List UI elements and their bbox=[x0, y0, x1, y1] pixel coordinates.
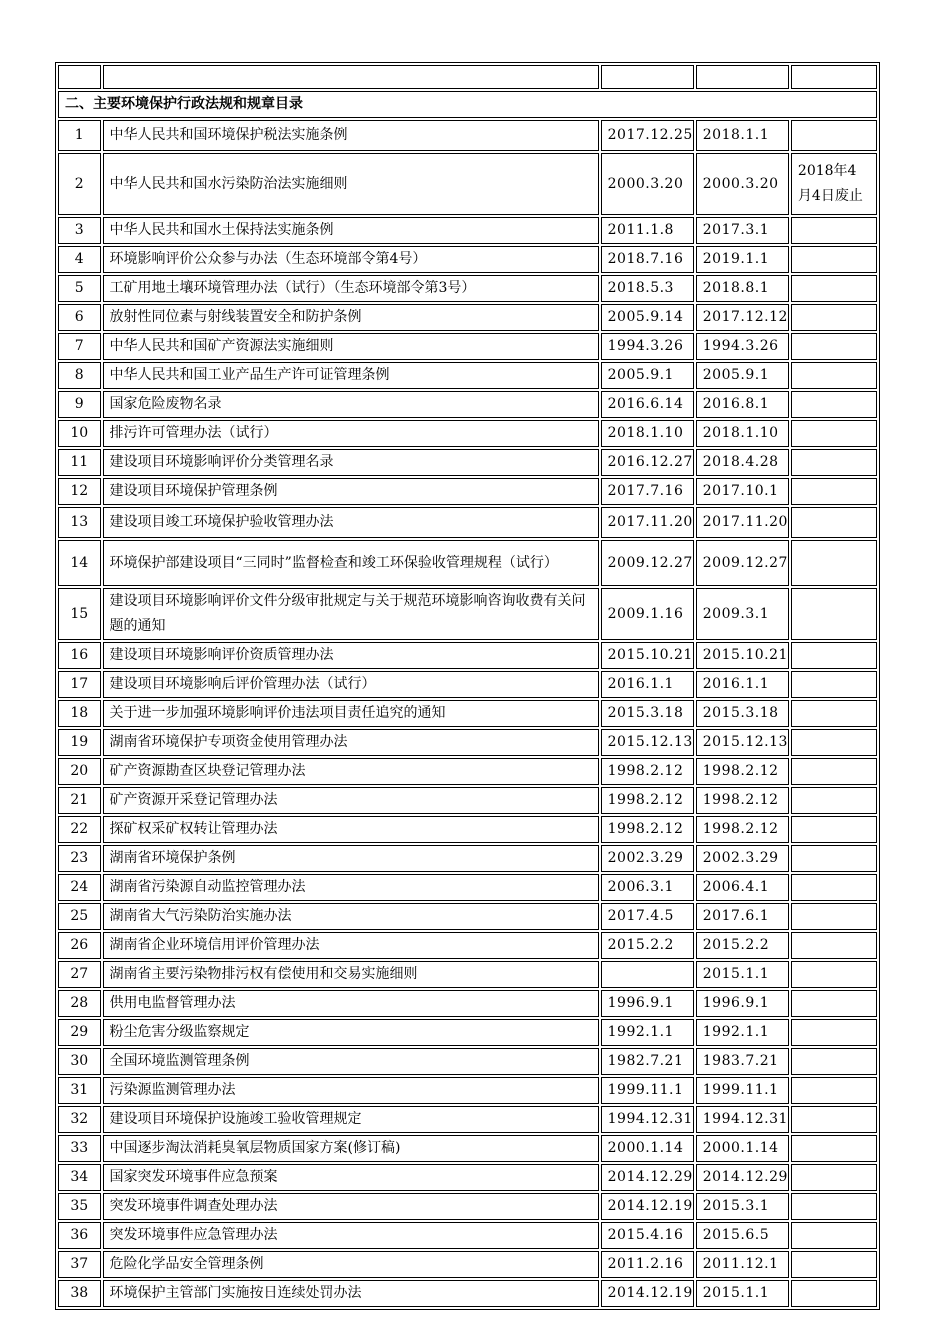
regulation-name: 湖南省主要污染物排污权有偿使用和交易实施细则 bbox=[103, 961, 599, 988]
table-row bbox=[58, 816, 877, 843]
row-number: 34 bbox=[58, 1164, 101, 1191]
row-number: 28 bbox=[58, 990, 101, 1017]
table-row bbox=[58, 275, 877, 302]
issue-date: 1998.2.12 bbox=[601, 758, 694, 785]
issue-date: 2018.7.16 bbox=[601, 246, 694, 273]
regulation-name: 建设项目环境影响后评价管理办法（试行） bbox=[103, 671, 599, 698]
table-row bbox=[58, 1077, 877, 1104]
effective-date: 2015.1.1 bbox=[696, 961, 789, 988]
issue-date: 1982.7.21 bbox=[601, 1048, 694, 1075]
row-number: 33 bbox=[58, 1135, 101, 1162]
row-number: 10 bbox=[58, 420, 101, 447]
row-number: 4 bbox=[58, 246, 101, 273]
remark bbox=[791, 1193, 877, 1220]
table-row bbox=[58, 1222, 877, 1249]
table-row bbox=[58, 153, 877, 215]
effective-date: 1992.1.1 bbox=[696, 1019, 789, 1046]
table-row bbox=[58, 1280, 877, 1307]
issue-date: 2016.6.14 bbox=[601, 391, 694, 418]
issue-date: 2016.12.27 bbox=[601, 449, 694, 476]
remark bbox=[791, 304, 877, 331]
regulations-table bbox=[55, 62, 880, 1310]
table-row bbox=[58, 903, 877, 930]
remark bbox=[791, 507, 877, 538]
issue-date: 1994.12.31 bbox=[601, 1106, 694, 1133]
effective-date: 2015.10.21 bbox=[696, 642, 789, 669]
effective-date: 2015.3.1 bbox=[696, 1193, 789, 1220]
row-number: 9 bbox=[58, 391, 101, 418]
row-number: 24 bbox=[58, 874, 101, 901]
row-number: 32 bbox=[58, 1106, 101, 1133]
row-number: 16 bbox=[58, 642, 101, 669]
issue-date: 2000.1.14 bbox=[601, 1135, 694, 1162]
remark bbox=[791, 1135, 877, 1162]
effective-date: 2019.1.1 bbox=[696, 246, 789, 273]
regulation-name: 建设项目环境保护设施竣工验收管理规定 bbox=[103, 1106, 599, 1133]
row-number: 1 bbox=[58, 120, 101, 151]
issue-date: 2005.9.14 bbox=[601, 304, 694, 331]
remark bbox=[791, 845, 877, 872]
effective-date: 2017.10.1 bbox=[696, 478, 789, 505]
remark bbox=[791, 874, 877, 901]
remark bbox=[791, 1280, 877, 1307]
effective-date: 2017.12.12 bbox=[696, 304, 789, 331]
regulation-name: 环境保护部建设项目“三同时”监督检查和竣工环保验收管理规程（试行） bbox=[103, 540, 599, 586]
remark bbox=[791, 1077, 877, 1104]
row-number: 23 bbox=[58, 845, 101, 872]
effective-date: 1996.9.1 bbox=[696, 990, 789, 1017]
regulation-name: 中华人民共和国水土保持法实施条例 bbox=[103, 217, 599, 244]
row-number: 36 bbox=[58, 1222, 101, 1249]
regulation-name: 探矿权采矿权转让管理办法 bbox=[103, 816, 599, 843]
issue-date: 2015.2.2 bbox=[601, 932, 694, 959]
row-number: 14 bbox=[58, 540, 101, 586]
issue-date: 1998.2.12 bbox=[601, 787, 694, 814]
row-number: 3 bbox=[58, 217, 101, 244]
issue-date: 2002.3.29 bbox=[601, 845, 694, 872]
effective-date: 2016.8.1 bbox=[696, 391, 789, 418]
table-row bbox=[58, 333, 877, 360]
effective-date: 2015.12.13 bbox=[696, 729, 789, 756]
regulation-name: 建设项目环境影响评价文件分级审批规定与关于规范环境影响咨询收费有关问题的通知 bbox=[103, 588, 599, 640]
row-number: 11 bbox=[58, 449, 101, 476]
issue-date: 2009.1.16 bbox=[601, 588, 694, 640]
table-row bbox=[58, 671, 877, 698]
regulation-name: 工矿用地土壤环境管理办法（试行）（生态环境部令第3号） bbox=[103, 275, 599, 302]
remark bbox=[791, 1106, 877, 1133]
effective-date: 2014.12.29 bbox=[696, 1164, 789, 1191]
remark bbox=[791, 700, 877, 727]
issue-date: 2000.3.20 bbox=[601, 153, 694, 215]
remark bbox=[791, 420, 877, 447]
regulation-name: 湖南省污染源自动监控管理办法 bbox=[103, 874, 599, 901]
regulation-name: 全国环境监测管理条例 bbox=[103, 1048, 599, 1075]
regulation-name: 污染源监测管理办法 bbox=[103, 1077, 599, 1104]
row-number: 7 bbox=[58, 333, 101, 360]
row-number: 2 bbox=[58, 153, 101, 215]
remark: 2018年4月4日废止 bbox=[791, 153, 877, 215]
table-row bbox=[58, 362, 877, 389]
remark bbox=[791, 478, 877, 505]
table-row bbox=[58, 246, 877, 273]
regulation-name: 国家突发环境事件应急预案 bbox=[103, 1164, 599, 1191]
section-title: 二、主要环境保护行政法规和规章目录 bbox=[58, 91, 877, 118]
remark bbox=[791, 362, 877, 389]
effective-date: 1994.12.31 bbox=[696, 1106, 789, 1133]
table-row bbox=[58, 1019, 877, 1046]
row-number: 5 bbox=[58, 275, 101, 302]
regulation-name: 湖南省环境保护专项资金使用管理办法 bbox=[103, 729, 599, 756]
table-row bbox=[58, 1251, 877, 1278]
regulation-name: 突发环境事件调查处理办法 bbox=[103, 1193, 599, 1220]
regulation-name: 突发环境事件应急管理办法 bbox=[103, 1222, 599, 1249]
issue-date: 2014.12.29 bbox=[601, 1164, 694, 1191]
table-row bbox=[58, 304, 877, 331]
table-row bbox=[58, 932, 877, 959]
effective-date: 2005.9.1 bbox=[696, 362, 789, 389]
remark bbox=[791, 1048, 877, 1075]
regulation-name: 粉尘危害分级监察规定 bbox=[103, 1019, 599, 1046]
issue-date: 2015.4.16 bbox=[601, 1222, 694, 1249]
issue-date: 2018.1.10 bbox=[601, 420, 694, 447]
remark bbox=[791, 816, 877, 843]
issue-date: 2014.12.19 bbox=[601, 1280, 694, 1307]
regulation-name: 放射性同位素与射线装置安全和防护条例 bbox=[103, 304, 599, 331]
effective-date: 2017.3.1 bbox=[696, 217, 789, 244]
issue-date: 2016.1.1 bbox=[601, 671, 694, 698]
row-number: 20 bbox=[58, 758, 101, 785]
table-row bbox=[58, 420, 877, 447]
row-number: 21 bbox=[58, 787, 101, 814]
effective-date: 1999.11.1 bbox=[696, 1077, 789, 1104]
blank-cell bbox=[791, 65, 877, 89]
issue-date: 1996.9.1 bbox=[601, 990, 694, 1017]
table-row bbox=[58, 478, 877, 505]
section-header-row bbox=[58, 91, 877, 118]
blank-header-row bbox=[58, 65, 877, 89]
remark bbox=[791, 588, 877, 640]
effective-date: 2015.1.1 bbox=[696, 1280, 789, 1307]
effective-date: 2018.1.10 bbox=[696, 420, 789, 447]
row-number: 6 bbox=[58, 304, 101, 331]
table-row bbox=[58, 758, 877, 785]
row-number: 8 bbox=[58, 362, 101, 389]
table-row bbox=[58, 642, 877, 669]
blank-cell bbox=[58, 65, 101, 89]
remark bbox=[791, 990, 877, 1017]
remark bbox=[791, 120, 877, 151]
regulation-name: 中国逐步淘汰消耗臭氧层物质国家方案(修订稿) bbox=[103, 1135, 599, 1162]
effective-date: 1998.2.12 bbox=[696, 816, 789, 843]
regulation-name: 关于进一步加强环境影响评价违法项目责任追究的通知 bbox=[103, 700, 599, 727]
row-number: 19 bbox=[58, 729, 101, 756]
remark bbox=[791, 903, 877, 930]
table-row bbox=[58, 1164, 877, 1191]
remark bbox=[791, 275, 877, 302]
table-row bbox=[58, 391, 877, 418]
effective-date: 2018.1.1 bbox=[696, 120, 789, 151]
row-number: 15 bbox=[58, 588, 101, 640]
effective-date: 2000.3.20 bbox=[696, 153, 789, 215]
regulation-name: 建设项目环境影响评价资质管理办法 bbox=[103, 642, 599, 669]
issue-date: 2017.7.16 bbox=[601, 478, 694, 505]
issue-date: 2018.5.3 bbox=[601, 275, 694, 302]
remark bbox=[791, 1164, 877, 1191]
issue-date bbox=[601, 961, 694, 988]
remark bbox=[791, 391, 877, 418]
regulation-name: 排污许可管理办法（试行） bbox=[103, 420, 599, 447]
blank-cell bbox=[103, 65, 599, 89]
remark bbox=[791, 671, 877, 698]
table-row bbox=[58, 990, 877, 1017]
blank-cell bbox=[696, 65, 789, 89]
effective-date: 2011.12.1 bbox=[696, 1251, 789, 1278]
table-row bbox=[58, 961, 877, 988]
regulation-name: 湖南省大气污染防治实施办法 bbox=[103, 903, 599, 930]
table-row bbox=[58, 729, 877, 756]
table-row bbox=[58, 700, 877, 727]
table-row bbox=[58, 449, 877, 476]
regulation-name: 矿产资源开采登记管理办法 bbox=[103, 787, 599, 814]
effective-date: 2017.6.1 bbox=[696, 903, 789, 930]
issue-date: 1994.3.26 bbox=[601, 333, 694, 360]
effective-date: 2018.4.28 bbox=[696, 449, 789, 476]
row-number: 25 bbox=[58, 903, 101, 930]
effective-date: 1983.7.21 bbox=[696, 1048, 789, 1075]
row-number: 38 bbox=[58, 1280, 101, 1307]
row-number: 22 bbox=[58, 816, 101, 843]
table-row bbox=[58, 1048, 877, 1075]
issue-date: 1999.11.1 bbox=[601, 1077, 694, 1104]
effective-date: 1998.2.12 bbox=[696, 758, 789, 785]
row-number: 37 bbox=[58, 1251, 101, 1278]
regulation-name: 中华人民共和国环境保护税法实施条例 bbox=[103, 120, 599, 151]
table-row bbox=[58, 1193, 877, 1220]
regulation-name: 中华人民共和国水污染防治法实施细则 bbox=[103, 153, 599, 215]
table-row bbox=[58, 874, 877, 901]
regulation-name: 建设项目环境保护管理条例 bbox=[103, 478, 599, 505]
row-number: 29 bbox=[58, 1019, 101, 1046]
issue-date: 2014.12.19 bbox=[601, 1193, 694, 1220]
effective-date: 2017.11.20 bbox=[696, 507, 789, 538]
effective-date: 2018.8.1 bbox=[696, 275, 789, 302]
remark bbox=[791, 1251, 877, 1278]
table-row bbox=[58, 588, 877, 640]
regulation-name: 建设项目竣工环境保护验收管理办法 bbox=[103, 507, 599, 538]
row-number: 12 bbox=[58, 478, 101, 505]
effective-date: 2015.3.18 bbox=[696, 700, 789, 727]
remark bbox=[791, 758, 877, 785]
row-number: 18 bbox=[58, 700, 101, 727]
issue-date: 1992.1.1 bbox=[601, 1019, 694, 1046]
issue-date: 2011.2.16 bbox=[601, 1251, 694, 1278]
effective-date: 2002.3.29 bbox=[696, 845, 789, 872]
table-row bbox=[58, 120, 877, 151]
effective-date: 2016.1.1 bbox=[696, 671, 789, 698]
effective-date: 2006.4.1 bbox=[696, 874, 789, 901]
row-number: 17 bbox=[58, 671, 101, 698]
regulation-name: 中华人民共和国矿产资源法实施细则 bbox=[103, 333, 599, 360]
issue-date: 2015.12.13 bbox=[601, 729, 694, 756]
row-number: 26 bbox=[58, 932, 101, 959]
issue-date: 2017.11.20 bbox=[601, 507, 694, 538]
regulation-name: 中华人民共和国工业产品生产许可证管理条例 bbox=[103, 362, 599, 389]
effective-date: 1998.2.12 bbox=[696, 787, 789, 814]
remark bbox=[791, 217, 877, 244]
effective-date: 2009.12.27 bbox=[696, 540, 789, 586]
effective-date: 2000.1.14 bbox=[696, 1135, 789, 1162]
issue-date: 2006.3.1 bbox=[601, 874, 694, 901]
regulation-name: 环境影响评价公众参与办法（生态环境部令第4号） bbox=[103, 246, 599, 273]
table-row bbox=[58, 217, 877, 244]
issue-date: 2017.4.5 bbox=[601, 903, 694, 930]
remark bbox=[791, 1019, 877, 1046]
remark bbox=[791, 1222, 877, 1249]
effective-date: 2015.2.2 bbox=[696, 932, 789, 959]
row-number: 13 bbox=[58, 507, 101, 538]
row-number: 35 bbox=[58, 1193, 101, 1220]
table-row bbox=[58, 540, 877, 586]
table-row bbox=[58, 507, 877, 538]
regulation-name: 国家危险废物名录 bbox=[103, 391, 599, 418]
regulation-name: 矿产资源勘查区块登记管理办法 bbox=[103, 758, 599, 785]
remark bbox=[791, 729, 877, 756]
row-number: 27 bbox=[58, 961, 101, 988]
regulation-name: 危险化学品安全管理条例 bbox=[103, 1251, 599, 1278]
regulation-name: 供用电监督管理办法 bbox=[103, 990, 599, 1017]
remark bbox=[791, 246, 877, 273]
issue-date: 2009.12.27 bbox=[601, 540, 694, 586]
effective-date: 2009.3.1 bbox=[696, 588, 789, 640]
regulation-name: 湖南省企业环境信用评价管理办法 bbox=[103, 932, 599, 959]
remark bbox=[791, 333, 877, 360]
issue-date: 2015.3.18 bbox=[601, 700, 694, 727]
blank-cell bbox=[601, 65, 694, 89]
effective-date: 1994.3.26 bbox=[696, 333, 789, 360]
remark bbox=[791, 449, 877, 476]
regulation-name: 湖南省环境保护条例 bbox=[103, 845, 599, 872]
effective-date: 2015.6.5 bbox=[696, 1222, 789, 1249]
remark bbox=[791, 961, 877, 988]
issue-date: 2011.1.8 bbox=[601, 217, 694, 244]
remark bbox=[791, 540, 877, 586]
table-row bbox=[58, 1135, 877, 1162]
regulation-name: 环境保护主管部门实施按日连续处罚办法 bbox=[103, 1280, 599, 1307]
table-row bbox=[58, 845, 877, 872]
issue-date: 2015.10.21 bbox=[601, 642, 694, 669]
remark bbox=[791, 787, 877, 814]
row-number: 31 bbox=[58, 1077, 101, 1104]
remark bbox=[791, 932, 877, 959]
issue-date: 2005.9.1 bbox=[601, 362, 694, 389]
remark bbox=[791, 642, 877, 669]
row-number: 30 bbox=[58, 1048, 101, 1075]
table-row bbox=[58, 1106, 877, 1133]
issue-date: 1998.2.12 bbox=[601, 816, 694, 843]
issue-date: 2017.12.25 bbox=[601, 120, 694, 151]
regulation-name: 建设项目环境影响评价分类管理名录 bbox=[103, 449, 599, 476]
table-row bbox=[58, 787, 877, 814]
